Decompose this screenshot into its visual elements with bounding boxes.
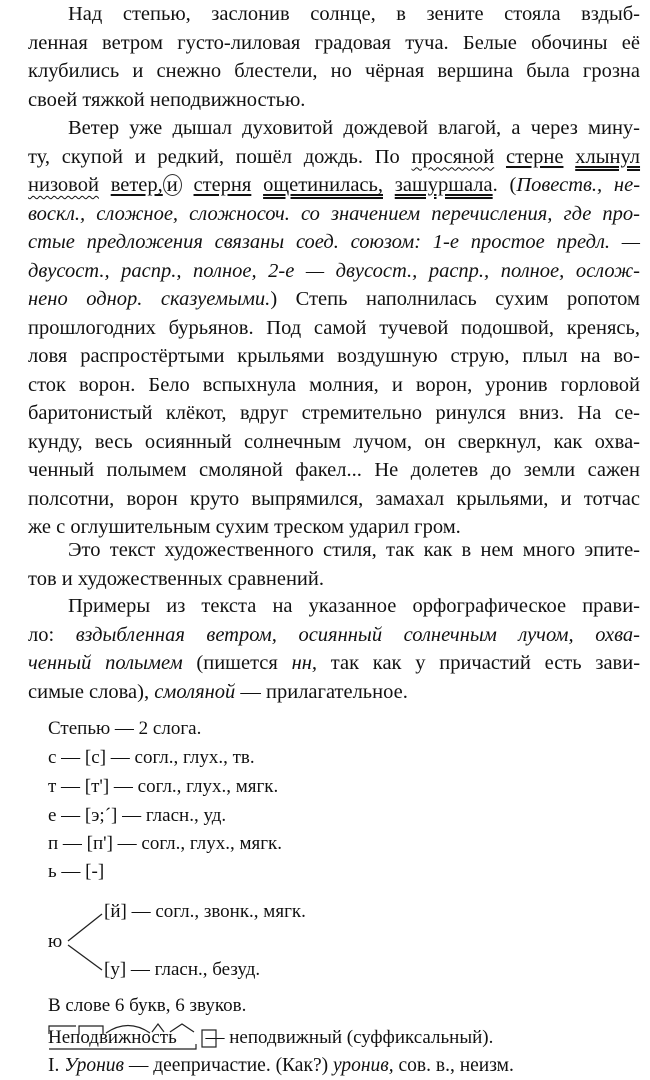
- text-line: ту, скупой и редкий, пошёл дождь. По просяной стерне хлынул: [28, 145, 641, 168]
- text-line: Над степью, заслонив солнце, в зените стояла вздыб-: [68, 3, 640, 25]
- predicate-word: зашуршала: [394, 174, 493, 196]
- text-line: прошлогодних бурьянов. Под самой тучевой подошвой, кренясь,: [28, 316, 640, 339]
- definition-word: низовой: [28, 174, 99, 196]
- phonetic-row: с — [с] — согл., глух., тв.: [48, 747, 255, 768]
- analysis-line: воскл., сложное, сложносоч. со значением перечисления, где про-: [28, 202, 640, 225]
- text-line: низовой ветер, и стерня ощетинилась, зашуршала. (Повеств., не-: [28, 174, 641, 196]
- phonetic-title: Степью — 2 слога.: [48, 718, 202, 739]
- yu-letter: ю: [48, 931, 63, 952]
- yu-branch-lines: [66, 908, 106, 978]
- paragraph-4: [28, 592, 640, 706]
- text-line: симые слова), смоляной — прилагательное.: [28, 680, 408, 703]
- morphemic-line: [48, 1024, 493, 1052]
- predicate-word: ощетинилась,: [263, 174, 383, 196]
- text-line: тов и художественных сравнений.: [28, 567, 324, 590]
- subject-word: ветер,: [110, 174, 163, 196]
- analysis-line: стые предложения связаны соед. союзом: 1-е простое предл. —: [28, 231, 640, 253]
- paragraph-3: [28, 536, 640, 593]
- yu-sound-top: [й] — согл., звонк., мягк.: [104, 901, 306, 922]
- text-line: ловя распростёртыми крыльями воздушную струю, плыл на во-: [28, 345, 640, 367]
- text-line: Ветер уже дышал духовитой дождевой влагой, а через мину-: [68, 117, 640, 139]
- definition-word: просяной: [411, 145, 495, 168]
- text-line: сток ворон. Бело вспыхнула молния, и ворон, уронив горловой: [28, 373, 640, 396]
- paragraph-1: [28, 0, 640, 114]
- morpheme-marks: [48, 1020, 223, 1054]
- phonetic-row: ь — [-]: [48, 861, 105, 882]
- text-line: кунду, весь осиянный солнечным лучом, он сверкнул, как охва-: [28, 430, 640, 453]
- text-line: своей тяжкой неподвижностью.: [28, 88, 306, 111]
- subject-word: стерня: [193, 174, 252, 196]
- phonetic-row: п — [п'] — согл., глух., мягк.: [48, 833, 283, 854]
- paragraph-2: [28, 114, 640, 542]
- conjunction-circle: и: [163, 174, 182, 196]
- phonetic-summary: В слове 6 букв, 6 звуков.: [48, 995, 247, 1016]
- circumstance-word: стерне: [505, 145, 564, 168]
- text-line: ченный полымем (пишется нн, так как у причастий есть зави-: [28, 652, 641, 674]
- predicate-word: хлынул: [575, 145, 641, 168]
- text-line: ленная ветром густо-лиловая градовая туча. Белые обочины её: [28, 31, 640, 54]
- text-line: баритонистый клёкот, вдруг стремительно ринулся вниз. На се-: [28, 402, 640, 424]
- yu-sound-bottom: [у] — гласн., безуд.: [104, 959, 261, 980]
- text-line: Это текст художественного стиля, так как в нем много эпите-: [68, 539, 640, 561]
- morphemic-word-group: [48, 1024, 201, 1052]
- phonetic-row: т — [т'] — согл., глух., мягк.: [48, 776, 279, 797]
- text-line: же с оглушительным сухим треском ударил гром.: [28, 516, 461, 538]
- text-line: клубились и снежно блестели, но чёрная вершина была грозна: [28, 60, 640, 82]
- phonetic-row: е — [э;´] — гласн., уд.: [48, 805, 227, 826]
- text-line: ченный полымем смоляной факел... Не долетев до земли сажен: [28, 459, 640, 481]
- text-line: ло: вздыбленная ветром, осиянный солнечным лучом, охва-: [28, 623, 640, 646]
- analysis-line: двусост., распр., полное, 2-е — двусост., распр., полное, ослож-: [28, 259, 640, 282]
- text-line: Примеры из текста на указанное орфографическое прави-: [68, 595, 640, 617]
- morphemic-word: Неподвижность: [48, 1027, 177, 1048]
- text-line: нено однор. сказуемыми.) Степь наполнилась сухим ропотом: [28, 288, 640, 310]
- text-line: полсотни, ворон круто выпрямился, замахал крыльями, и тотчас: [28, 487, 640, 510]
- morphological-line: I. Уронив — деепричастие. (Как?) уронив, сов. в., неизм.: [48, 1055, 514, 1076]
- morphemic-derivation: — неподвижный (суффиксальный).: [200, 1027, 494, 1048]
